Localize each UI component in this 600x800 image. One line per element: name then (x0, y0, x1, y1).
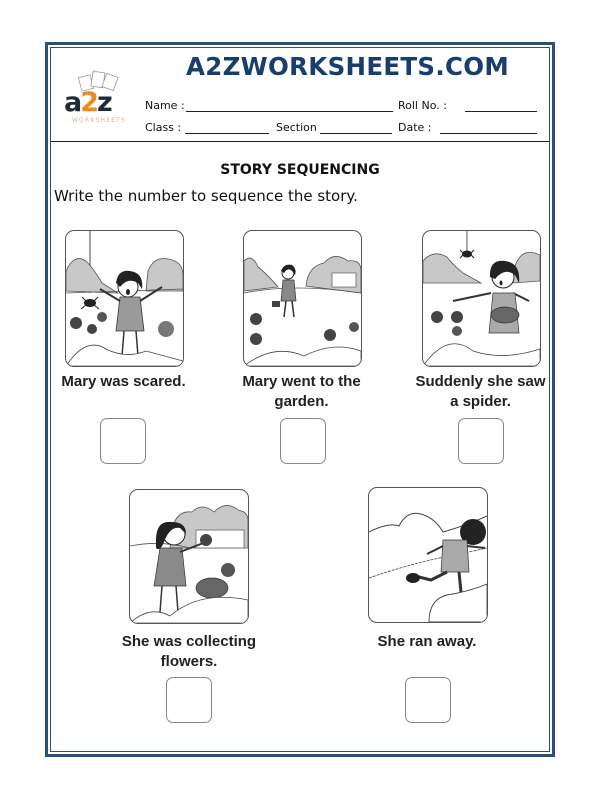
worksheet-title: STORY SEQUENCING (220, 162, 380, 178)
answer-box-4[interactable] (166, 677, 212, 723)
answer-box-5[interactable] (405, 677, 451, 723)
roll-no-field[interactable] (465, 111, 537, 112)
scene-girl-collecting-flowers (129, 489, 249, 624)
caption-1: Mary was scared. (61, 373, 186, 390)
scene-girl-sees-spider (422, 230, 541, 367)
spider-icon (81, 297, 99, 309)
site-title: A2ZWORKSHEETS.COM (186, 52, 510, 81)
worksheet-instruction: Write the number to sequence the story. (54, 187, 358, 205)
caption-4: She was collecting flowers. (121, 633, 257, 670)
girl-collecting-flowers-illustration (130, 490, 248, 623)
roll-no-label: Roll No. : (398, 99, 447, 112)
class-label: Class : (145, 121, 182, 134)
girl-running-illustration (369, 488, 487, 622)
caption-3: Suddenly she saw a spider. (415, 373, 546, 410)
date-label: Date : (398, 121, 432, 134)
caption-2: Mary went to the garden. (242, 373, 361, 410)
date-field[interactable] (440, 133, 537, 134)
section-label: Section (276, 121, 317, 134)
spider-icon (460, 250, 474, 258)
answer-box-1[interactable] (100, 418, 146, 464)
logo-letters: a2z (64, 87, 111, 118)
answer-box-2[interactable] (280, 418, 326, 464)
class-field[interactable] (185, 133, 269, 134)
girl-scared-illustration (66, 231, 183, 366)
scene-girl-scared-by-spider (65, 230, 184, 367)
name-field[interactable] (186, 111, 393, 112)
section-field[interactable] (320, 133, 392, 134)
caption-5: She ran away. (377, 633, 477, 650)
scene-girl-walking-to-garden (243, 230, 362, 367)
name-label: Name : (145, 99, 185, 112)
girl-sees-spider-illustration (423, 231, 540, 366)
answer-box-3[interactable] (458, 418, 504, 464)
header-divider (51, 141, 549, 142)
a2z-logo (60, 70, 140, 128)
logo-subtitle: WORKSHEETS (71, 117, 127, 124)
scene-girl-running-away (368, 487, 488, 623)
girl-walking-illustration (244, 231, 361, 366)
